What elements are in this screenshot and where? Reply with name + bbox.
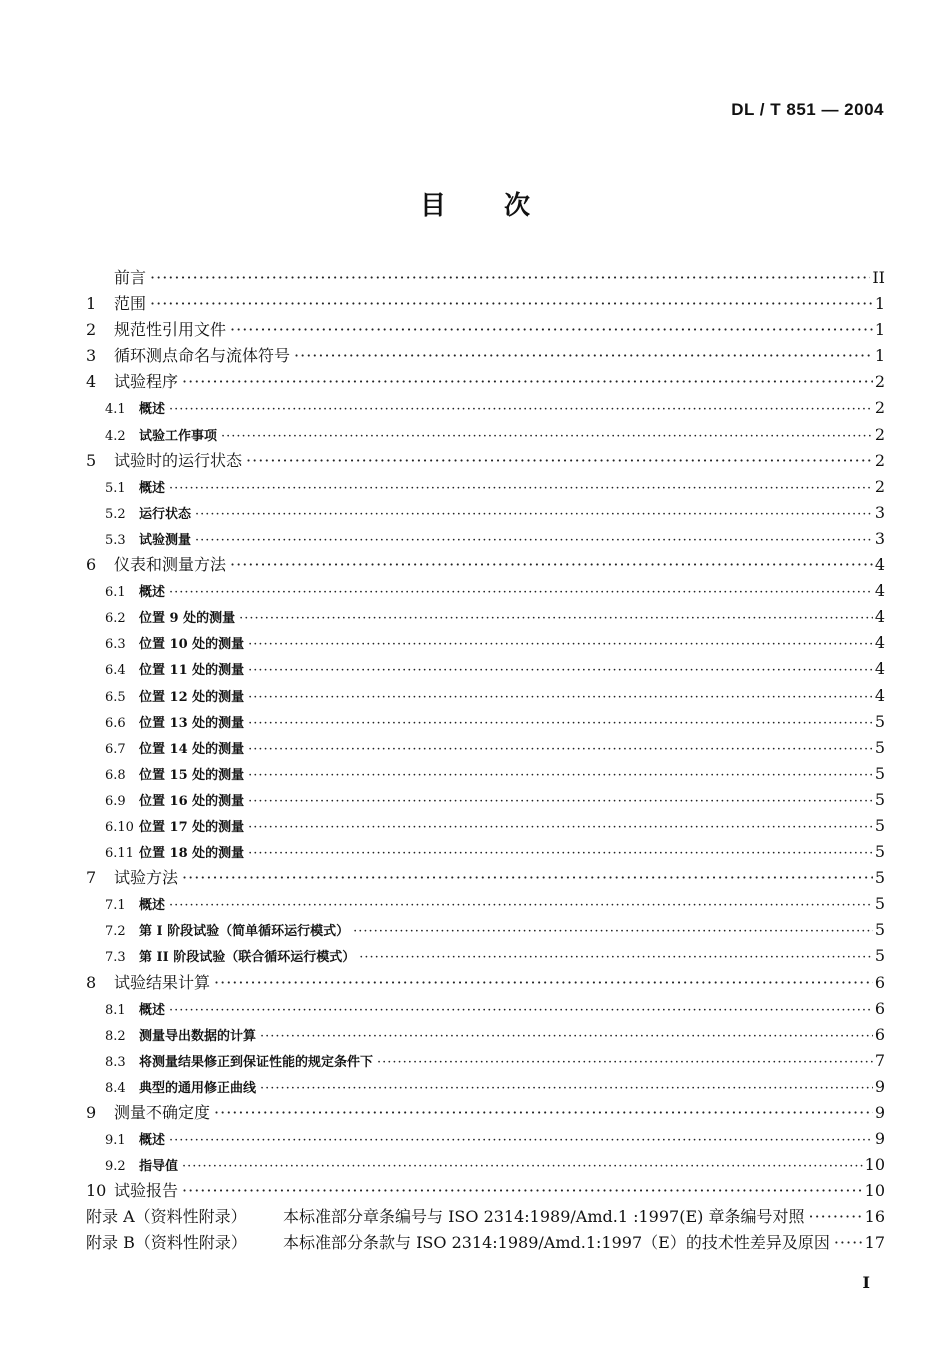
- toc-entry-number: 6.5: [105, 689, 126, 705]
- dot-leader: [169, 893, 873, 919]
- toc-entry-title: 位置 13 处的测量: [139, 715, 245, 731]
- toc-entry-label: [105, 1050, 373, 1076]
- dot-leader: [248, 658, 873, 684]
- toc-entry-number: 6.8: [105, 767, 126, 783]
- toc-entry-number: 3: [86, 346, 97, 366]
- page-folio: I: [862, 1273, 870, 1292]
- toc-entry-title: 规范性引用文件: [114, 320, 227, 340]
- toc-entry-title: 指导值: [139, 1159, 179, 1175]
- toc-entry-page: 5: [874, 763, 885, 783]
- toc-entry-title: 概述: [139, 402, 166, 418]
- toc-entry[interactable]: [86, 291, 885, 317]
- toc-entry-title: 位置 11 处的测量: [139, 663, 245, 679]
- toc-entry[interactable]: [86, 891, 885, 917]
- toc-entry-label: [86, 343, 290, 369]
- toc-entry-page: 1: [874, 346, 885, 366]
- toc-entry-title: 本标准部分章条编号与 ISO 2314:1989/Amd.1 :1997(E) 章条编号对照: [283, 1207, 805, 1227]
- toc-entry[interactable]: [86, 761, 885, 787]
- toc-entry[interactable]: [86, 970, 885, 996]
- toc-entry[interactable]: [86, 500, 885, 526]
- toc-entry-number: 6.2: [105, 611, 126, 627]
- toc-entry-label: [86, 291, 146, 317]
- toc-entry[interactable]: [86, 552, 885, 578]
- toc-entry-title: 前言: [114, 268, 147, 287]
- toc-entry-page: 2: [874, 424, 885, 444]
- dot-leader: [182, 1178, 863, 1204]
- toc-entry-label: [105, 945, 355, 971]
- toc-entry-title: 典型的通用修正曲线: [139, 1080, 257, 1096]
- toc-entry-page: 6: [874, 1024, 885, 1044]
- toc-entry-label: [86, 970, 210, 996]
- dot-leader: [195, 528, 873, 554]
- toc-entry-page: 3: [874, 502, 885, 522]
- toc-entry-page: 3: [874, 528, 885, 548]
- toc-title-part2: 次: [504, 191, 531, 221]
- toc-entry-page: 5: [874, 920, 885, 940]
- toc-entry-label: [105, 476, 165, 502]
- toc-entry-page: 16: [864, 1207, 885, 1227]
- toc-entry-title: 位置 10 处的测量: [139, 637, 245, 653]
- toc-entry-page: 5: [874, 868, 885, 888]
- toc-entry[interactable]: [86, 578, 885, 604]
- toc-entry[interactable]: [86, 917, 885, 943]
- toc-entry-label: [105, 1076, 256, 1102]
- toc-entry[interactable]: [86, 735, 885, 761]
- toc-entry-number: 1: [86, 294, 97, 314]
- toc-entry-label: [86, 265, 146, 291]
- toc-entry-number: 附录 B（资料性附录）: [86, 1233, 247, 1253]
- toc-entry-number: 6: [86, 555, 97, 575]
- toc-entry-page: II: [872, 268, 885, 287]
- toc-entry[interactable]: [86, 1230, 885, 1256]
- toc-entry-title: 概述: [139, 898, 166, 914]
- dot-leader: [377, 1050, 873, 1076]
- toc-entry-label: [105, 893, 165, 919]
- toc-entry[interactable]: [86, 343, 885, 369]
- toc-entry-title: 位置 12 处的测量: [139, 689, 245, 705]
- toc-entry-number: 8.3: [105, 1054, 126, 1070]
- toc-entry-number: 5.2: [105, 506, 126, 522]
- toc-entry-title: 位置 15 处的测量: [139, 767, 245, 783]
- toc-entry-page: 7: [874, 1050, 885, 1070]
- toc-entry[interactable]: [86, 1152, 885, 1178]
- toc-entry-label: [105, 502, 191, 528]
- toc-entry-page: 4: [874, 659, 885, 679]
- toc-entry-label: [86, 369, 178, 395]
- toc-entry-title: 位置 16 处的测量: [139, 793, 245, 809]
- dot-leader: [182, 1154, 863, 1180]
- toc-entry[interactable]: [86, 265, 885, 291]
- toc-entry[interactable]: [86, 422, 885, 448]
- toc-entry-number: 6.6: [105, 715, 126, 731]
- toc-entry-title: 位置 9 处的测量: [139, 611, 236, 627]
- toc-entry-number: 5: [86, 450, 97, 470]
- toc-entry-page: 1: [874, 294, 885, 314]
- toc-entry[interactable]: [86, 395, 885, 421]
- toc-entry-page: 6: [874, 972, 885, 992]
- toc-entry-title: 试验结果计算: [114, 972, 211, 992]
- dot-leader: [359, 945, 873, 971]
- toc-entry-title: 第 I 阶段试验（简单循环运行模式）: [139, 924, 350, 940]
- dot-leader: [808, 1204, 862, 1230]
- dot-leader: [353, 919, 873, 945]
- dot-leader: [294, 343, 873, 369]
- toc-entry[interactable]: [86, 474, 885, 500]
- toc-entry-number: 2: [86, 320, 97, 340]
- toc-entry-number: 6.7: [105, 741, 126, 757]
- toc-entry[interactable]: [86, 787, 885, 813]
- toc-entry-label: [105, 919, 349, 945]
- toc-entry-page: 4: [874, 607, 885, 627]
- toc-entry-title: 概述: [139, 1133, 166, 1149]
- toc-entry-label: [105, 606, 235, 632]
- toc-entry-page: 2: [874, 450, 885, 470]
- toc-entry[interactable]: [86, 604, 885, 630]
- toc-entry-page: 5: [874, 815, 885, 835]
- dot-leader: [214, 970, 873, 996]
- toc-entry-number: 7: [86, 868, 97, 888]
- dot-leader: [169, 476, 873, 502]
- toc-entry-label: [105, 1024, 256, 1050]
- toc-entry-page: 5: [874, 842, 885, 862]
- toc-entry-title: 试验测量: [139, 532, 192, 548]
- toc-entry-label: [105, 711, 244, 737]
- toc-entry-number: 8: [86, 972, 97, 992]
- dot-leader: [248, 841, 873, 867]
- toc-entry[interactable]: [86, 943, 885, 969]
- dot-leader: [248, 685, 873, 711]
- toc-entry[interactable]: [86, 683, 885, 709]
- toc-entry-label: [86, 1178, 178, 1204]
- toc-entry-label: [105, 397, 165, 423]
- toc-entry-label: [105, 1154, 178, 1180]
- toc-entry-number: 6.3: [105, 637, 126, 653]
- toc-entry-title: 运行状态: [139, 506, 192, 522]
- toc-entry-page: 5: [874, 789, 885, 809]
- toc-entry-number: 7.1: [105, 898, 126, 914]
- dot-leader: [248, 711, 873, 737]
- toc-title: [0, 185, 950, 222]
- toc-entry-page: 5: [874, 737, 885, 757]
- toc-entry-label: [86, 865, 178, 891]
- toc-entry-label: [105, 424, 217, 450]
- toc-entry-title: 测量不确定度: [114, 1103, 211, 1122]
- toc-entry[interactable]: [86, 317, 885, 343]
- toc-entry-page: 2: [874, 398, 885, 418]
- toc-entry-label: [105, 580, 165, 606]
- toc-entry-number: 6.9: [105, 793, 126, 809]
- table-of-contents: [86, 265, 885, 1257]
- dot-leader: [834, 1230, 863, 1256]
- dot-leader: [169, 998, 873, 1024]
- toc-entry-number: 7.2: [105, 924, 126, 940]
- toc-entry[interactable]: [86, 1126, 885, 1152]
- toc-entry-label: [86, 448, 242, 474]
- toc-entry-page: 4: [874, 633, 885, 653]
- dot-leader: [182, 865, 873, 891]
- dot-leader: [248, 789, 873, 815]
- toc-entry[interactable]: [86, 996, 885, 1022]
- dot-leader: [246, 448, 873, 474]
- toc-entry-number: 5.3: [105, 532, 126, 548]
- toc-entry[interactable]: [86, 1100, 885, 1126]
- toc-entry-number: 10: [86, 1181, 107, 1201]
- dot-leader: [182, 369, 873, 395]
- dot-leader: [169, 580, 873, 606]
- toc-entry-title: 位置 17 处的测量: [139, 819, 245, 835]
- toc-entry-number: 6.10: [105, 819, 134, 835]
- toc-entry-title: 概述: [139, 585, 166, 601]
- toc-entry-number: 8.1: [105, 1002, 126, 1018]
- toc-entry-label: [86, 552, 226, 578]
- toc-entry[interactable]: [86, 1204, 885, 1230]
- toc-entry-title: 位置 18 处的测量: [139, 846, 245, 862]
- toc-entry[interactable]: [86, 709, 885, 735]
- toc-entry-label: [105, 998, 165, 1024]
- toc-entry-number: 4.1: [105, 402, 126, 418]
- toc-entry-title: 试验报告: [114, 1181, 179, 1201]
- dot-leader: [248, 763, 873, 789]
- toc-entry-page: 17: [864, 1233, 885, 1253]
- toc-entry-title: 第 II 阶段试验（联合循环运行模式）: [139, 950, 356, 966]
- toc-entry-label: [105, 841, 244, 867]
- toc-entry-title: 位置 14 处的测量: [139, 741, 245, 757]
- toc-entry-title: 循环测点命名与流体符号: [114, 346, 291, 366]
- toc-entry[interactable]: [86, 1178, 885, 1204]
- toc-entry[interactable]: [86, 369, 885, 395]
- toc-entry-page: 1: [874, 320, 885, 340]
- toc-entry[interactable]: [86, 813, 885, 839]
- toc-entry[interactable]: [86, 656, 885, 682]
- toc-entry-page: 9: [874, 1129, 885, 1149]
- toc-entry-number: 6.4: [105, 663, 126, 679]
- dot-leader: [248, 737, 873, 763]
- toc-entry-label: [105, 737, 244, 763]
- dot-leader: [195, 502, 873, 528]
- toc-entry-title: 试验方法: [114, 868, 179, 888]
- toc-entry-label: [86, 317, 226, 343]
- toc-entry-page: 10: [864, 1181, 885, 1201]
- dot-leader: [169, 397, 873, 423]
- toc-entry-number: 7.3: [105, 950, 126, 966]
- toc-entry-label: [105, 815, 244, 841]
- toc-entry-page: 4: [874, 685, 885, 705]
- toc-entry-label: [86, 1100, 210, 1126]
- dot-leader: [169, 1128, 873, 1154]
- toc-entry-page: 6: [874, 998, 885, 1018]
- toc-entry-label: [105, 763, 244, 789]
- toc-entry-number: 9: [86, 1103, 97, 1122]
- toc-entry-title: 概述: [139, 1002, 166, 1018]
- toc-entry-title: 试验工作事项: [139, 428, 218, 444]
- toc-entry-title: 仪表和测量方法: [114, 555, 227, 575]
- toc-entry-label: [105, 1128, 165, 1154]
- toc-entry-number: 4.2: [105, 428, 126, 444]
- dot-leader: [230, 317, 873, 343]
- toc-entry[interactable]: [86, 865, 885, 891]
- dot-leader: [230, 552, 873, 578]
- toc-entry-page: 2: [874, 372, 885, 392]
- toc-entry[interactable]: [86, 1022, 885, 1048]
- toc-entry-title: 范围: [114, 294, 147, 314]
- toc-entry-title: 试验时的运行状态: [114, 450, 243, 470]
- toc-entry-page: 5: [874, 946, 885, 966]
- toc-entry-title: 将测量结果修正到保证性能的规定条件下: [139, 1054, 374, 1070]
- toc-entry-title: 概述: [139, 480, 166, 496]
- dot-leader: [260, 1076, 873, 1102]
- toc-entry-number: 6.1: [105, 585, 126, 601]
- toc-entry-page: 9: [874, 1076, 885, 1096]
- toc-title-part1: 目: [419, 191, 446, 221]
- toc-entry-title: 本标准部分条款与 ISO 2314:1989/Amd.1:1997（E）的技术性差异及原因: [283, 1233, 830, 1253]
- toc-entry-page: 5: [874, 711, 885, 731]
- dot-leader: [248, 632, 873, 658]
- toc-entry[interactable]: [86, 1048, 885, 1074]
- toc-entry-number: 4: [86, 372, 97, 392]
- toc-entry-title: 测量导出数据的计算: [139, 1028, 257, 1044]
- standard-code: DL / T 851 — 2004: [731, 100, 884, 119]
- toc-entry-number: 8.4: [105, 1080, 126, 1096]
- toc-entry-number: 附录 A（资料性附录）: [86, 1207, 247, 1227]
- toc-entry-label: [105, 685, 244, 711]
- dot-leader: [239, 606, 873, 632]
- dot-leader: [214, 1100, 873, 1126]
- dot-leader: [150, 265, 870, 291]
- toc-entry[interactable]: [86, 448, 885, 474]
- toc-entry[interactable]: [86, 630, 885, 656]
- toc-entry-page: 10: [864, 1155, 885, 1175]
- toc-entry-page: 2: [874, 476, 885, 496]
- toc-entry-number: 5.1: [105, 480, 126, 496]
- toc-entry-number: 8.2: [105, 1028, 126, 1044]
- toc-entry-title: 试验程序: [114, 372, 179, 392]
- dot-leader: [221, 424, 873, 450]
- toc-entry-label: [105, 632, 244, 658]
- toc-entry[interactable]: [86, 839, 885, 865]
- dot-leader: [248, 815, 873, 841]
- toc-entry[interactable]: [86, 526, 885, 552]
- dot-leader: [260, 1024, 873, 1050]
- toc-entry-number: 6.11: [105, 846, 134, 862]
- dot-leader: [150, 291, 873, 317]
- toc-entry[interactable]: [86, 1074, 885, 1100]
- toc-entry-label: [86, 1230, 830, 1256]
- toc-entry-page: 9: [874, 1103, 885, 1122]
- toc-entry-number: 9.1: [105, 1133, 126, 1149]
- toc-entry-label: [105, 528, 191, 554]
- toc-entry-label: [105, 789, 244, 815]
- toc-entry-page: 4: [874, 555, 885, 575]
- toc-entry-label: [86, 1204, 804, 1230]
- toc-entry-page: 5: [874, 894, 885, 914]
- toc-entry-page: 4: [874, 581, 885, 601]
- toc-entry-label: [105, 658, 244, 684]
- toc-entry-number: 9.2: [105, 1159, 126, 1175]
